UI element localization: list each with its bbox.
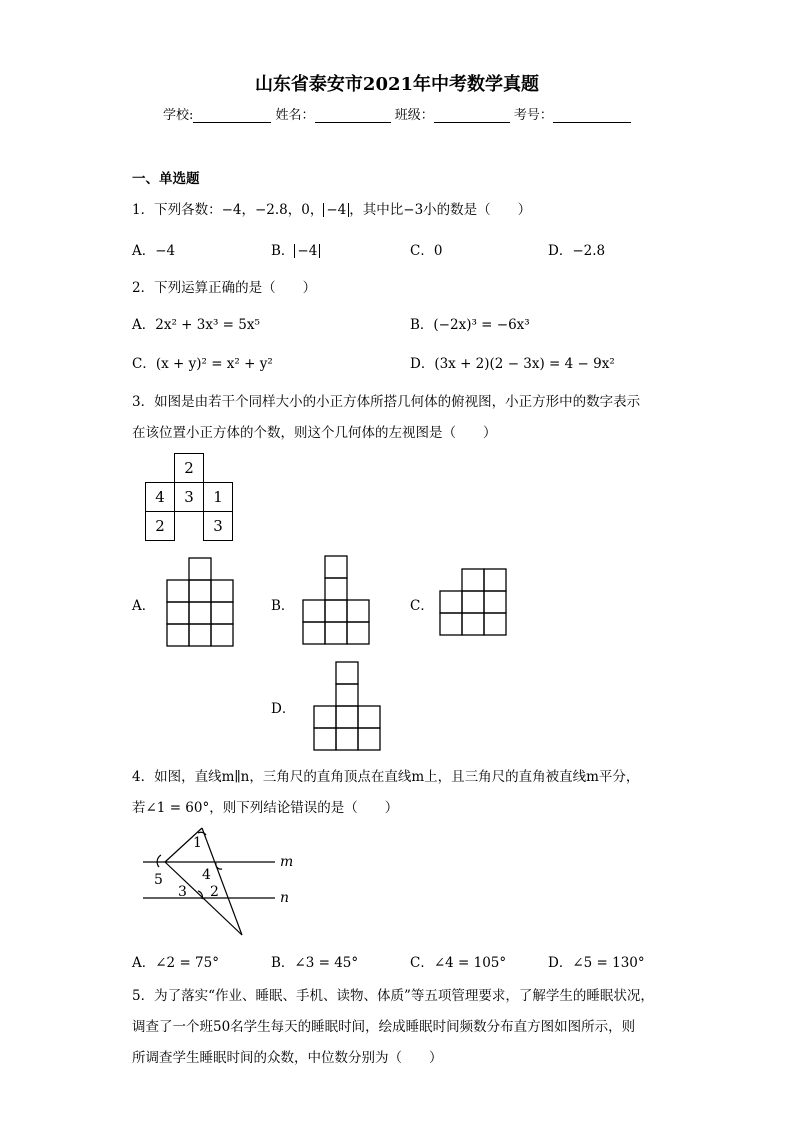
grid-cell xyxy=(175,512,204,541)
grid-cell xyxy=(146,454,175,483)
question-5-line2: 调查了一个班50名学生每天的睡眠时间，绘成睡眠时间频数分布直方图如图所示，则 xyxy=(132,1019,636,1035)
q1-option-b-prefix: B． xyxy=(271,243,295,259)
q3-option-c-figure[interactable] xyxy=(439,568,511,638)
question-4-line1: 4．如图，直线m∥n，三角尺的直角顶点在直线m上，且三角尺的直角被直线m平分， xyxy=(132,769,640,785)
question-3-line2: 在该位置小正方体的个数，则这个几何体的左视图是（ ） xyxy=(132,425,497,441)
q2-option-d[interactable]: D．(3x + 2)(2 − 3x) = 4 − 9x² xyxy=(410,356,615,372)
q4-figure xyxy=(140,825,300,940)
q3-top-view xyxy=(145,453,233,541)
grid-cell: 2 xyxy=(175,454,204,483)
question-1 xyxy=(132,198,531,218)
angle-2-label: 2 xyxy=(210,884,219,900)
angle-4-label: 4 xyxy=(202,867,211,883)
line-m-label: m xyxy=(280,854,294,870)
question-3-line1: 3．如图是由若干个同样大小的小正方体所搭几何体的俯视图，小正方形中的数字表示 xyxy=(132,394,641,410)
section-heading: 一、单选题 xyxy=(132,171,200,187)
q2-option-b[interactable]: B．(−2x)³ = −6x³ xyxy=(410,317,530,333)
grid-cell: 1 xyxy=(204,483,233,512)
grid-cell xyxy=(204,454,233,483)
exam-no-blank[interactable] xyxy=(553,108,631,123)
q1-option-b-abs: −4 xyxy=(294,244,320,258)
school-label: 学校: xyxy=(163,108,194,123)
q3-option-b-figure[interactable] xyxy=(302,555,382,647)
student-info-line xyxy=(163,104,631,123)
q4-option-c[interactable]: C．∠4 = 105° xyxy=(410,955,507,971)
class-blank[interactable] xyxy=(434,108,510,123)
question-4-line2: 若∠1 = 60°，则下列结论错误的是（ ） xyxy=(132,800,399,816)
q2-option-c[interactable]: C．(x + y)² = x² + y² xyxy=(132,356,273,372)
q3-option-b-label[interactable]: B． xyxy=(271,598,295,614)
question-2: 2．下列运算正确的是（ ） xyxy=(132,280,317,296)
school-blank[interactable] xyxy=(193,108,271,123)
question-5-line1: 5．为了落实“作业、睡眠、手机、读物、体质”等五项管理要求，了解学生的睡眠状况， xyxy=(132,988,654,1004)
q1-option-c[interactable]: C．0 xyxy=(410,243,443,259)
page-title: 山东省泰安市2021年中考数学真题 xyxy=(254,74,540,95)
name-blank[interactable] xyxy=(315,108,391,123)
exam-no-label: 考号： xyxy=(513,108,553,123)
grid-cell: 4 xyxy=(146,483,175,512)
q1-abs-value: −4 xyxy=(323,203,349,217)
q4-option-a[interactable]: A．∠2 = 75° xyxy=(132,955,219,971)
angle-5-label: 5 xyxy=(154,872,163,888)
q1-text-b: ，其中比−3小的数是（ ） xyxy=(349,202,532,218)
angle-3-label: 3 xyxy=(178,884,187,900)
name-label: 姓名： xyxy=(275,108,315,123)
grid-cell: 3 xyxy=(204,512,233,541)
angle-arc xyxy=(157,855,161,867)
q2-option-a[interactable]: A．2x² + 3x³ = 5x⁵ xyxy=(132,317,260,333)
q3-option-c-label[interactable]: C． xyxy=(410,598,434,614)
angle-1-label: 1 xyxy=(193,835,202,851)
q4-option-d[interactable]: D．∠5 = 130° xyxy=(548,955,645,971)
question-5-line3: 所调查学生睡眠时间的众数，中位数分别为（ ） xyxy=(132,1050,443,1066)
q1-option-d[interactable]: D．−2.8 xyxy=(548,243,606,259)
q1-option-a[interactable]: A．−4 xyxy=(132,243,176,259)
q3-option-a-label[interactable]: A． xyxy=(132,598,156,614)
class-label: 班级： xyxy=(394,108,434,123)
q4-option-b[interactable]: B．∠3 = 45° xyxy=(271,955,359,971)
q3-option-d-figure[interactable] xyxy=(313,661,383,753)
grid-cell: 2 xyxy=(146,512,175,541)
q3-option-a-figure[interactable] xyxy=(166,557,236,649)
line-n-label: n xyxy=(280,890,290,906)
q1-option-b[interactable] xyxy=(271,239,320,259)
grid-cell: 3 xyxy=(175,483,204,512)
q3-option-d-label[interactable]: D． xyxy=(271,701,296,717)
q1-text-a: 1．下列各数：−4，−2.8，0， xyxy=(132,202,324,218)
